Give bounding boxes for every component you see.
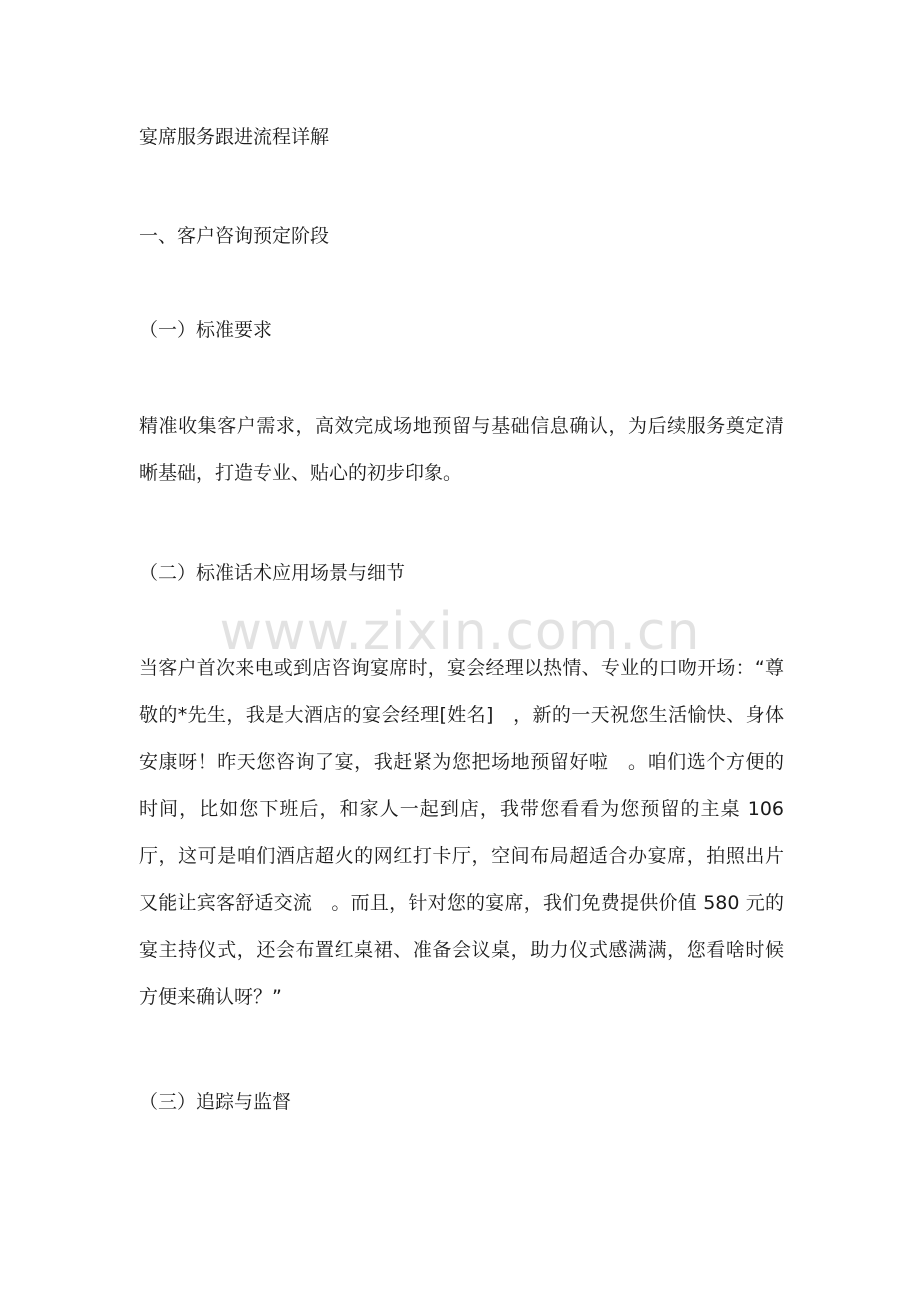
subsection-heading-1: （一）标准要求 (139, 319, 273, 341)
paragraph-standard-requirements: 精准收集客户需求，高效完成场地预留与基础信息确认，为后续服务奠定清晰基础，打造专业、贴心的初步印象。 (139, 415, 784, 484)
section-heading-1: 一、客户咨询预定阶段 (139, 225, 330, 247)
paragraph-standard-script: 当客户首次来电或到店咨询宴席时，宴会经理以热情、专业的口吻开场：“尊敬的*先生，我是大酒店的宴会经理[姓名] ，新的一天祝您生活愉快、身体安康呀！昨天您咨询了宴，我赶紧为您把场地预留好啦 。咱们选个方便的时间，比如您下班后，和家人一起到店，我带您看看为您预留的主桌 106 厅，这可是咱们酒店超火的网红打卡厅，空间布局超适合办宴席，拍照出片又能让宾客舒适交流 。而且，针对您的宴席，我们免费提供价值 580 元的宴主持仪式，还会布置红桌裙、准备会议桌，助力仪式感满满，您看啥时候方便来确认呀？” (139, 657, 784, 1008)
watermark: www.zixin.com.cn (219, 602, 701, 662)
subsection-heading-2: （二）标准话术应用场景与细节 (139, 562, 406, 584)
subsection-heading-3: （三）追踪与监督 (139, 1091, 292, 1113)
document-title: 宴席服务跟进流程详解 (139, 126, 330, 148)
